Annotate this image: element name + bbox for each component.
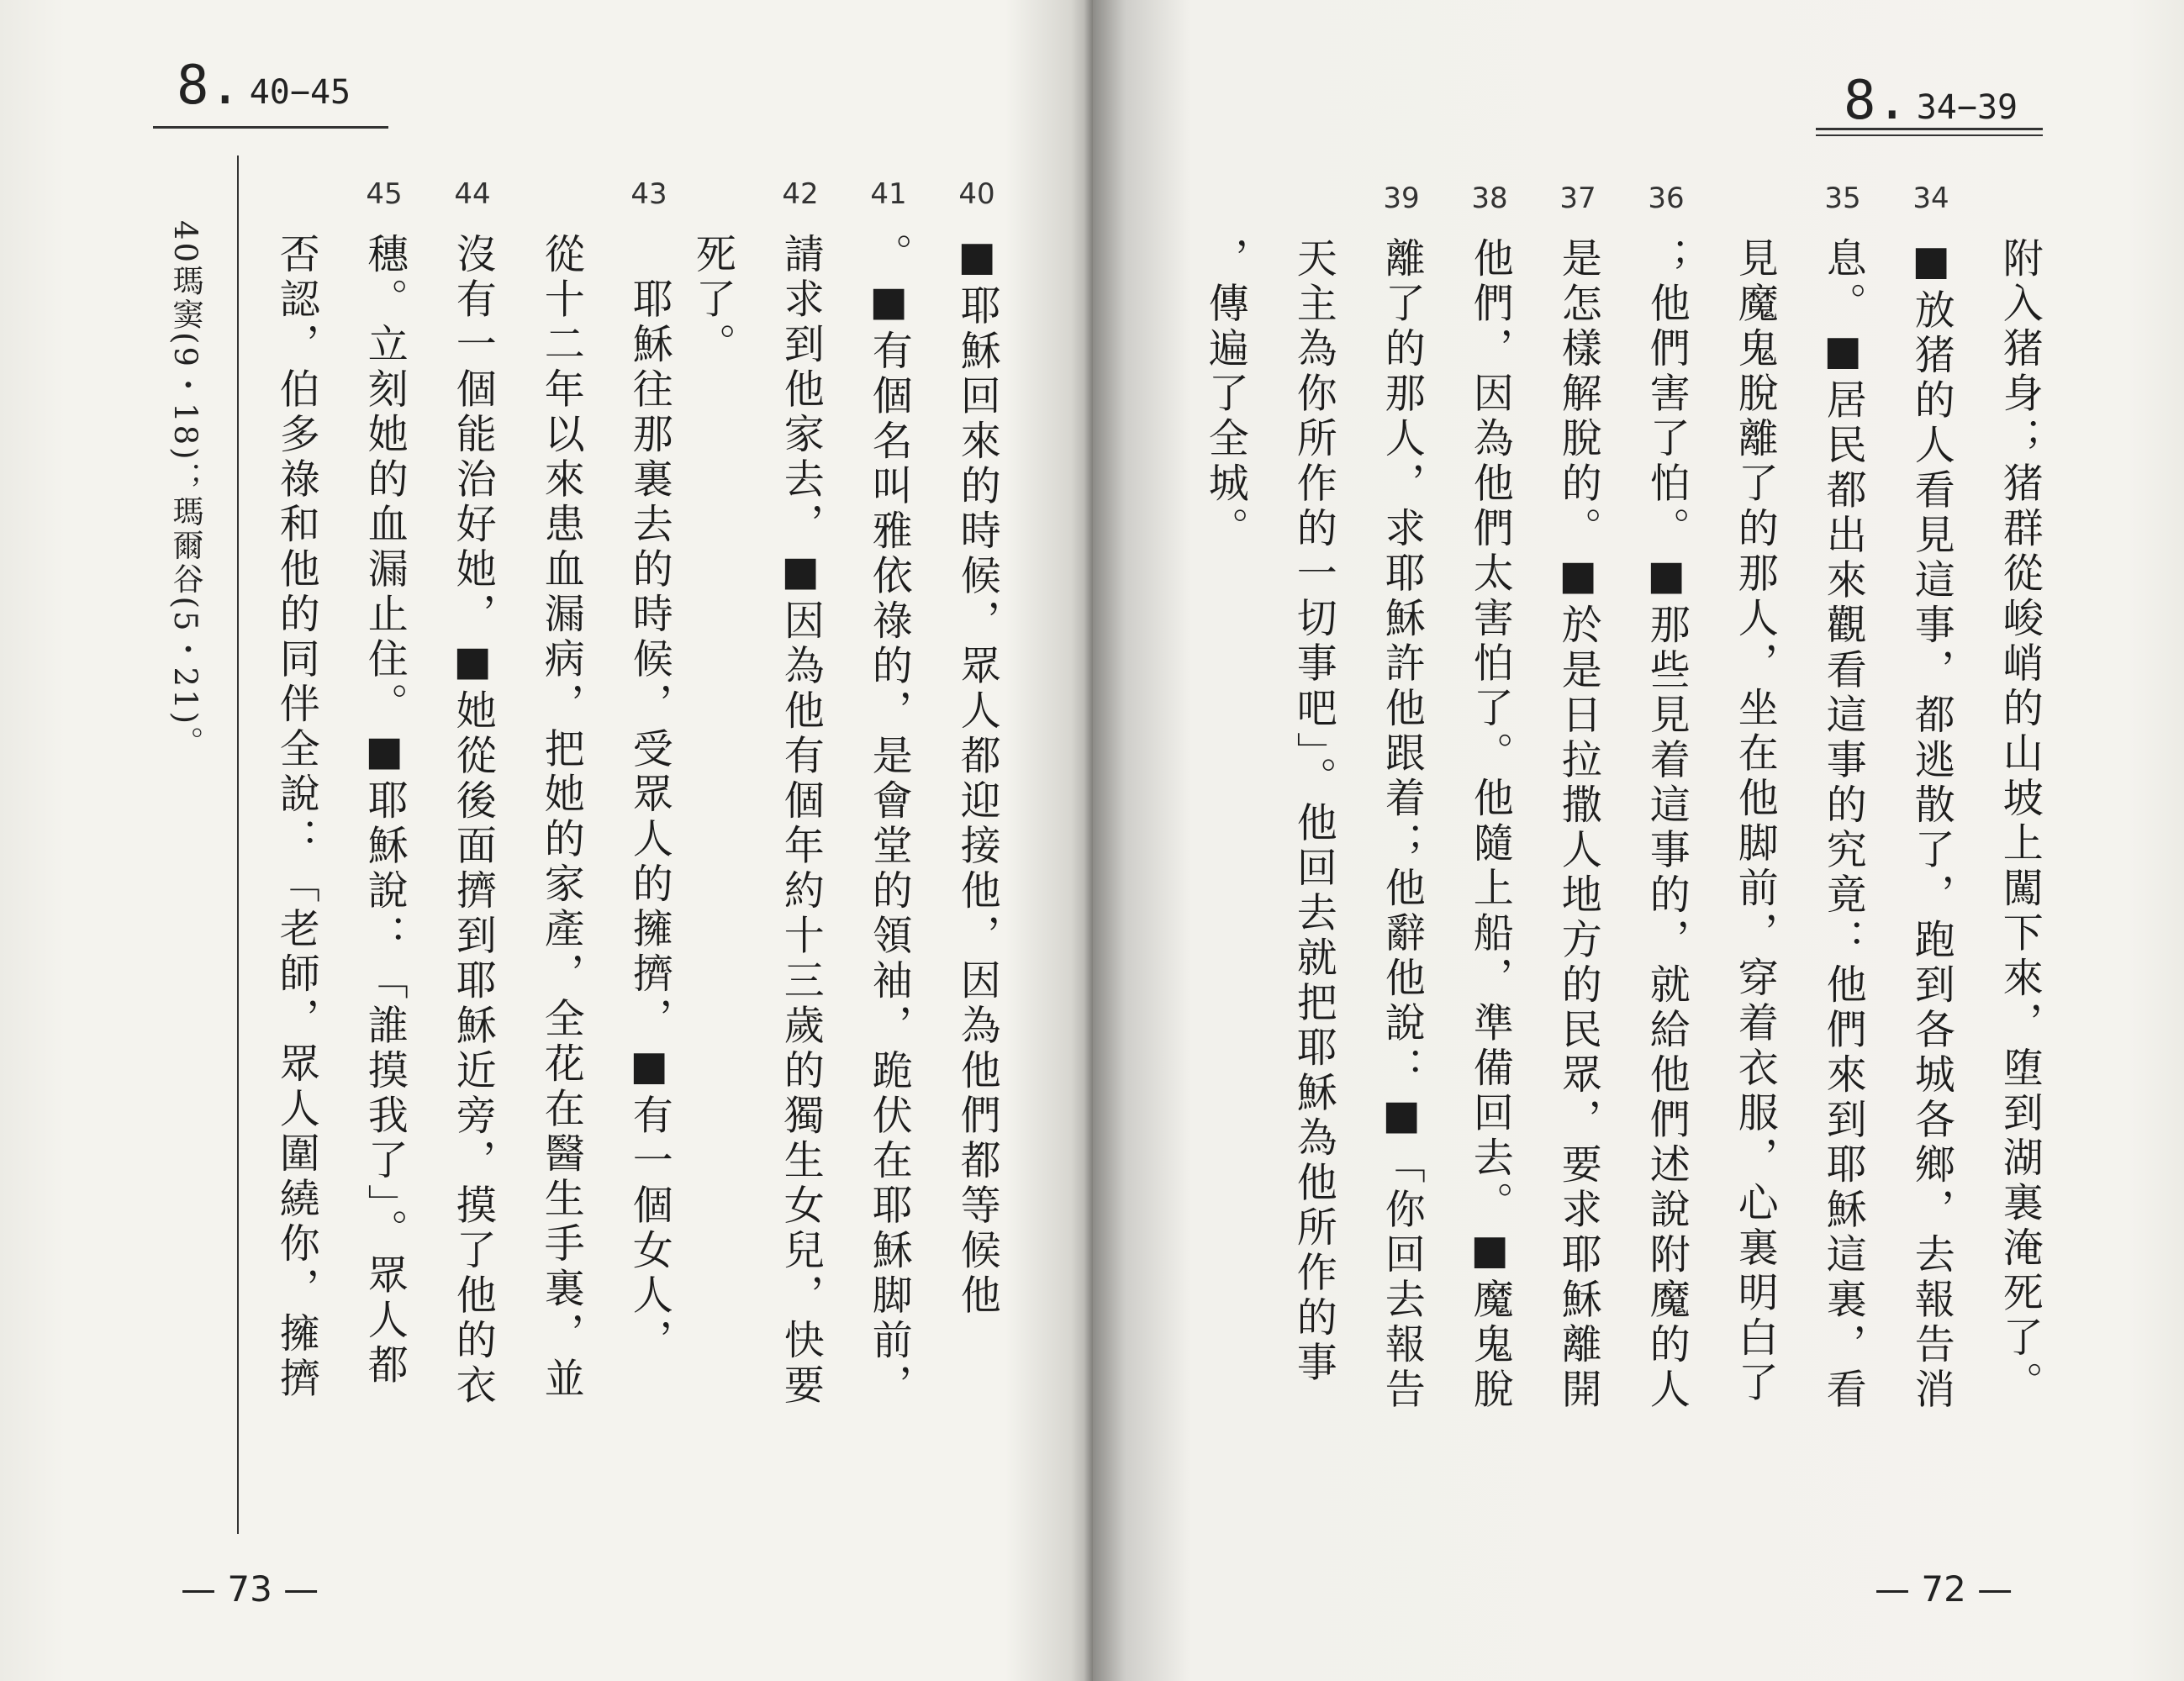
verse-text: 耶穌往那裏去的時候，受眾人的擁擠，■有一個女人， (625, 233, 673, 1364)
right-column-4 (1712, 177, 1796, 1406)
verse-text: 他們，因為他們太害怕了。他隨上船，準備回去。■魔鬼脫 (1466, 237, 1514, 1413)
verse-number: 36 (1648, 182, 1685, 215)
right-header-ref (1844, 70, 2018, 132)
left-column-4 (670, 172, 754, 368)
left-column-1 (935, 172, 1019, 1319)
verse-text: 息。■居民都出來觀看這事的究竟：他們來到耶穌這裏，看 (1819, 237, 1867, 1413)
verse-text: 沒有一個能治好她，■她從後面擠到耶穌近旁，摸了他的衣 (449, 233, 497, 1409)
verse-number: 44 (454, 177, 491, 211)
right-column-3 (1801, 177, 1885, 1413)
right-column-2 (1889, 177, 1973, 1413)
verse-text: 從十二年以來患血漏病，把她的家產，全花在醫生手裏，並 (537, 233, 585, 1402)
right-header-rule-secondary (1816, 134, 2043, 136)
right-column-1 (1977, 177, 2061, 1406)
verse-text: 。■有個名叫雅依祿的，是會堂的領袖，跪伏在耶穌脚前， (865, 233, 913, 1409)
verse-number: 37 (1559, 182, 1596, 215)
left-column-3 (758, 172, 842, 1409)
verse-text: 穗。立刻她的血漏止住。■耶穌說：「誰摸我了」。眾人都 (361, 233, 409, 1389)
right-header-rule (1816, 128, 2043, 130)
verse-text: 天主為你所作的一切事吧」。他回去就把耶穌為他所作的事 (1290, 237, 1337, 1386)
left-page-number: — 73 — (181, 1568, 319, 1610)
right-column-10 (1183, 177, 1267, 552)
left-footnote-divider (237, 155, 239, 1534)
verse-text: ■放猪的人看見這事，都逃散了，跑到各城各鄉，去報告消 (1907, 237, 1955, 1413)
verse-number: 35 (1824, 182, 1861, 215)
verse-number: 41 (870, 177, 907, 211)
left-column-8 (342, 172, 426, 1389)
left-footnote: 40瑪窦(9・18)；瑪爾谷(5・21)。 (167, 220, 203, 761)
verse-text: 是怎樣解脫的。■於是日拉撒人地方的民眾，要求耶穌離開 (1554, 237, 1602, 1413)
left-header-chapter: 8. (177, 55, 242, 117)
left-column-9 (254, 172, 338, 1402)
right-page (1093, 0, 2184, 1681)
verse-number: 38 (1471, 182, 1508, 215)
verse-number: 43 (630, 177, 667, 211)
verse-text: 見魔鬼脫離了的那人，坐在他脚前，穿着衣服，心裏明白了 (1731, 237, 1779, 1406)
left-column-6 (519, 172, 603, 1402)
verse-number: 42 (782, 177, 819, 211)
left-header-ref (177, 55, 351, 117)
right-header-chapter: 8. (1844, 70, 1909, 132)
right-column-7 (1448, 177, 1532, 1413)
verse-text: ；他們害了怕。■那些見着這事的，就給他們述說附魔的人 (1643, 237, 1691, 1413)
left-header-rule (153, 126, 388, 129)
verse-number: 39 (1383, 182, 1420, 215)
right-column-6 (1536, 177, 1620, 1413)
verse-text: ■耶穌回來的時候，眾人都迎接他，因為他們都等候他 (953, 233, 1001, 1319)
verse-text: 附入猪身；猪群從峻峭的山坡上闖下來，堕到湖裏淹死了。 (1996, 237, 2044, 1406)
verse-text: 否認，伯多祿和他的同伴全說：「老師，眾人圍繞你，擁擠 (272, 233, 320, 1402)
verse-number: 34 (1912, 182, 1949, 215)
verse-text: 死了。 (688, 233, 736, 368)
right-page-number: — 72 — (1875, 1568, 2013, 1610)
right-column-8 (1359, 177, 1443, 1413)
right-column-9 (1271, 177, 1355, 1386)
left-header-verses: 40−45 (249, 73, 351, 112)
verse-text: ，傳遍了全城。 (1201, 237, 1249, 552)
right-column-5 (1624, 177, 1708, 1413)
left-column-7 (430, 172, 514, 1409)
verse-number: 45 (366, 177, 403, 211)
verse-number: 40 (958, 177, 995, 211)
verse-text: 請求到他家去，■因為他有個年約十三歲的獨生女兒，快要 (777, 233, 825, 1409)
right-header-verses: 34−39 (1916, 88, 2018, 127)
verse-text: 離了的那人，求耶穌許他跟着；他辭他說：■「你回去報告 (1378, 237, 1426, 1413)
left-column-2 (847, 172, 931, 1409)
